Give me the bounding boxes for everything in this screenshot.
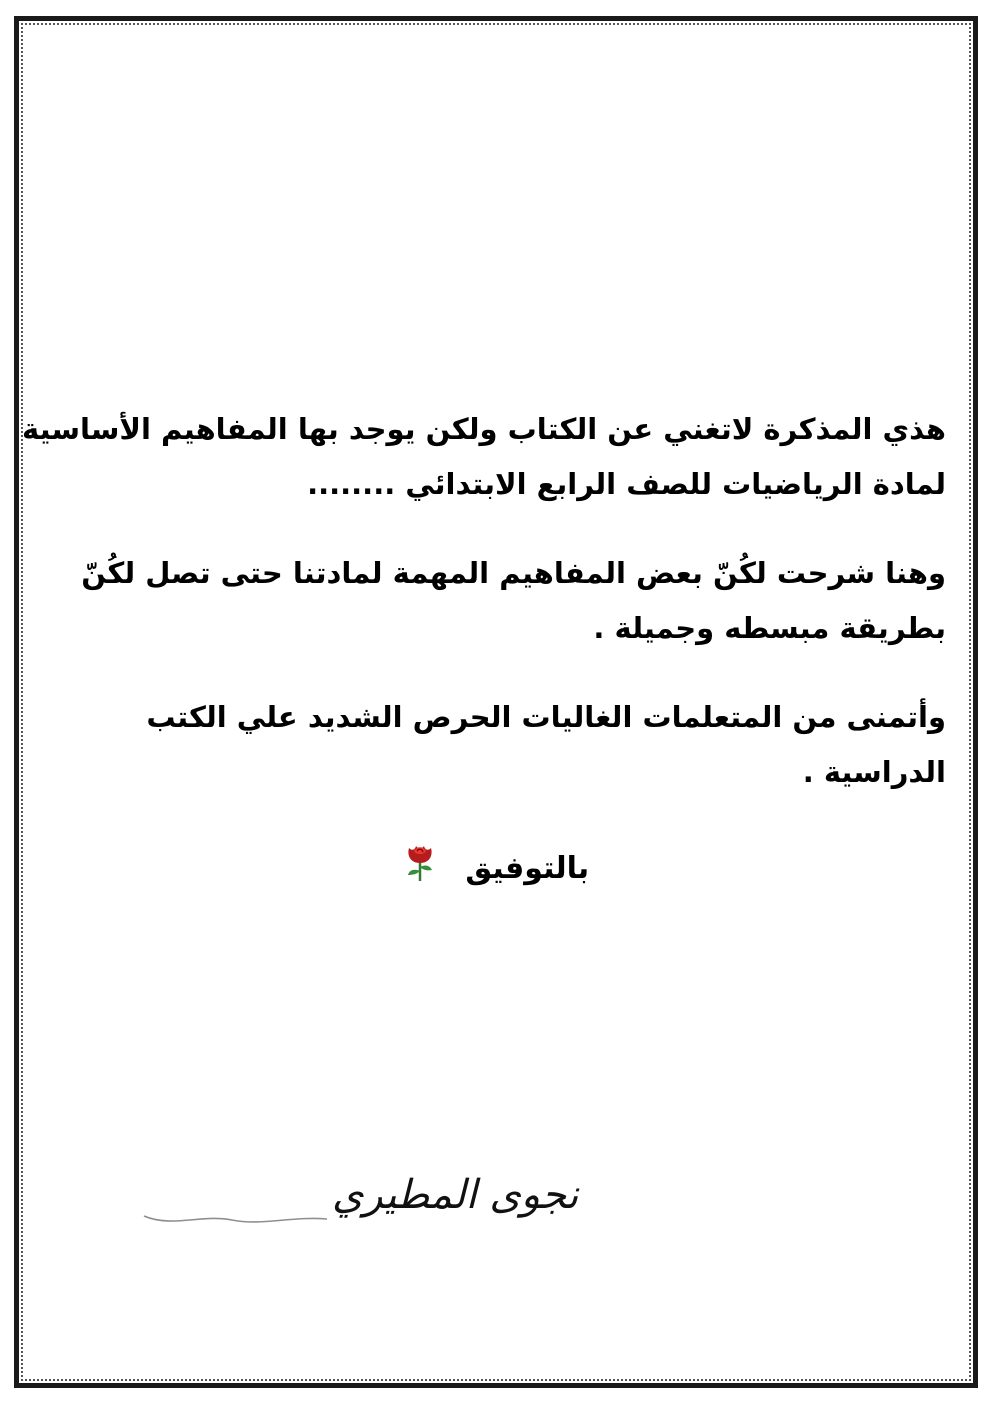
handwritten-signature: [132, 1156, 579, 1246]
paragraph-intro: [22, 402, 946, 512]
paragraph-line: وأتمنى من المتعلمات الغاليات الحرص الشديد علي الكتب: [146, 700, 946, 734]
paragraph-line: هذي المذكرة لاتغني عن الكتاب ولكن يوجد بها المفاهيم الأساسية: [22, 412, 946, 446]
paragraph-explanation: [50, 546, 946, 656]
svg-text:نجوى المطيري: نجوى المطيري: [332, 1172, 579, 1218]
paragraph-line: الدراسية .: [802, 755, 946, 789]
rose-icon: [403, 840, 437, 898]
paragraph-wish: [50, 690, 946, 800]
closing-text: بالتوفيق: [465, 850, 590, 886]
paragraph-line: وهنا شرحت لكُنّ بعض المفاهيم المهمة لمادتنا حتى تصل لكُنّ: [81, 556, 946, 590]
paragraph-line: لمادة الرياضيات للصف الرابع الابتدائي ........: [307, 467, 946, 501]
paragraph-line: بطريقة مبسطه وجميلة .: [593, 611, 946, 645]
document-body: [22, 402, 946, 834]
closing-line: [0, 840, 992, 898]
